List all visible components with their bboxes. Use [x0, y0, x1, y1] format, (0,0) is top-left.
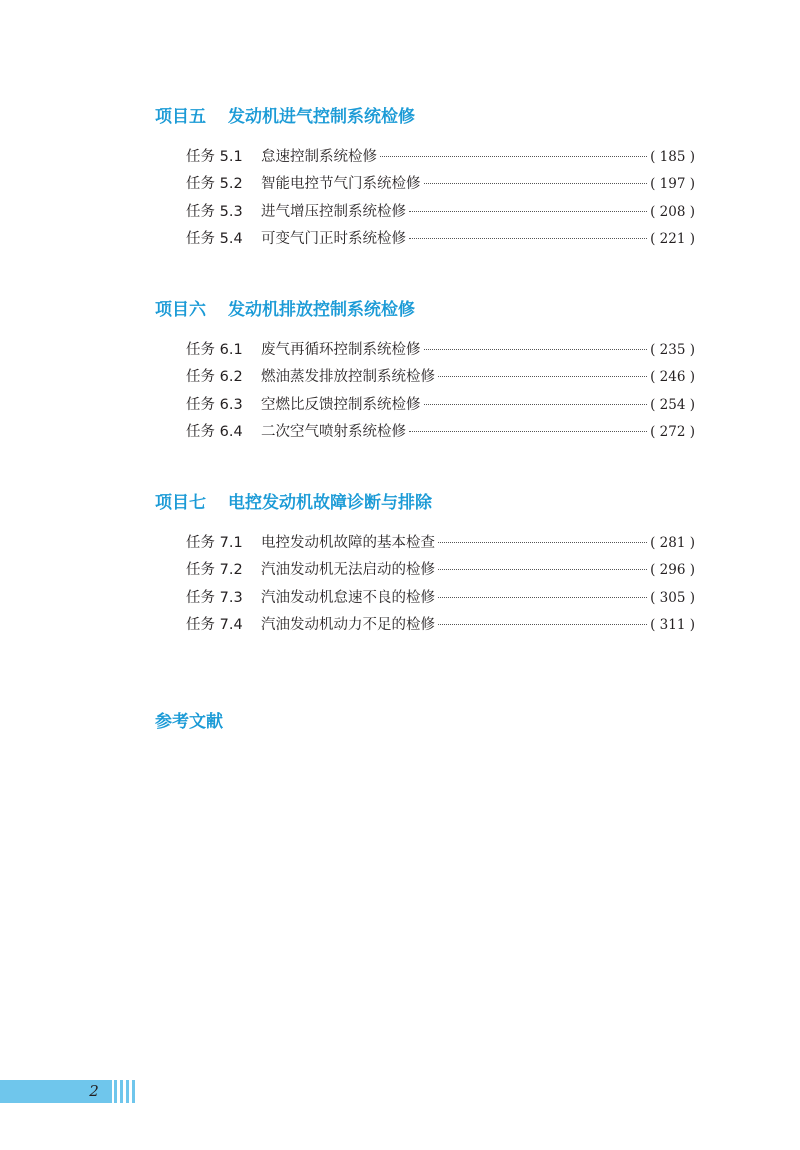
toc-entry-6-1[interactable] — [155, 337, 695, 364]
task-number: 任务 5.1 — [186, 149, 243, 165]
task-number: 任务 5.3 — [186, 203, 243, 220]
dot-leader — [380, 156, 647, 157]
task-page: ( 246 ) — [650, 369, 695, 386]
toc-section-project-7 — [155, 489, 695, 639]
toc-entry-7-4[interactable] — [155, 612, 695, 639]
dot-leader — [438, 376, 647, 377]
task-number: 任务 7.2 — [186, 562, 243, 579]
footer-stripes — [114, 1080, 135, 1103]
task-page: ( 221 ) — [650, 230, 695, 247]
references-heading: 参考文献 — [155, 712, 223, 732]
section-heading — [155, 489, 695, 517]
dot-leader — [424, 404, 648, 405]
task-number: 任务 7.4 — [186, 616, 243, 633]
toc-section-project-5 — [155, 103, 695, 253]
task-number: 任务 6.1 — [186, 342, 243, 358]
task-page: ( 305 ) — [650, 589, 695, 606]
task-name: 可变气门正时系统检修 — [261, 230, 406, 247]
task-number: 任务 7.3 — [186, 589, 243, 606]
task-name: 智能电控节气门系统检修 — [261, 176, 421, 193]
section-heading — [155, 296, 695, 324]
dot-leader — [424, 349, 648, 350]
stripe — [132, 1080, 135, 1103]
toc-entry-5-2[interactable] — [155, 171, 695, 198]
toc-entry-7-3[interactable] — [155, 585, 695, 612]
toc-section-project-6 — [155, 296, 695, 446]
toc-entry-5-1[interactable] — [155, 144, 695, 171]
stripe — [120, 1080, 123, 1103]
task-number: 任务 5.2 — [186, 176, 243, 193]
task-name: 进气增压控制系统检修 — [261, 203, 406, 220]
section-title: 发动机进气控制系统检修 — [228, 107, 415, 127]
task-number: 任务 7.1 — [186, 535, 243, 551]
task-page: ( 281 ) — [650, 535, 695, 551]
task-page: ( 254 ) — [650, 396, 695, 413]
task-number: 任务 6.4 — [186, 423, 243, 440]
task-name: 废气再循环控制系统检修 — [261, 342, 421, 358]
task-name: 燃油蒸发排放控制系统检修 — [261, 369, 435, 386]
task-page: ( 272 ) — [650, 423, 695, 440]
section-heading — [155, 103, 695, 131]
dot-leader — [424, 183, 648, 184]
dot-leader — [409, 211, 647, 212]
task-name: 汽油发动机无法启动的检修 — [261, 562, 435, 579]
toc-entry-6-3[interactable] — [155, 392, 695, 419]
dot-leader — [409, 238, 647, 239]
dot-leader — [409, 431, 647, 432]
toc-entry-6-4[interactable] — [155, 419, 695, 446]
task-name: 汽油发动机动力不足的检修 — [261, 616, 435, 633]
task-number: 任务 6.2 — [186, 369, 243, 386]
section-title: 发动机排放控制系统检修 — [228, 300, 415, 320]
stripe — [114, 1080, 117, 1103]
toc-entry-5-3[interactable] — [155, 199, 695, 226]
toc-section-references[interactable] — [155, 708, 695, 736]
toc-entry-7-2[interactable] — [155, 557, 695, 584]
dot-leader — [438, 569, 647, 570]
dot-leader — [438, 542, 647, 543]
page-number: 2 — [89, 1082, 99, 1100]
stripe — [126, 1080, 129, 1103]
task-page: ( 185 ) — [650, 149, 695, 165]
section-number: 项目七 — [155, 493, 206, 513]
task-name: 电控发动机故障的基本检查 — [261, 535, 435, 551]
toc-entry-7-1[interactable] — [155, 530, 695, 557]
task-name: 汽油发动机怠速不良的检修 — [261, 589, 435, 606]
task-page: ( 208 ) — [650, 203, 695, 220]
task-page: ( 235 ) — [650, 342, 695, 358]
task-number: 任务 6.3 — [186, 396, 243, 413]
task-name: 怠速控制系统检修 — [261, 149, 377, 165]
dot-leader — [438, 624, 647, 625]
toc-entry-5-4[interactable] — [155, 226, 695, 253]
task-page: ( 311 ) — [650, 616, 695, 633]
task-number: 任务 5.4 — [186, 230, 243, 247]
task-name: 二次空气喷射系统检修 — [261, 423, 406, 440]
section-number: 项目六 — [155, 300, 206, 320]
section-number: 项目五 — [155, 107, 206, 127]
task-name: 空燃比反馈控制系统检修 — [261, 396, 421, 413]
task-page: ( 296 ) — [650, 562, 695, 579]
dot-leader — [438, 597, 647, 598]
section-title: 电控发动机故障诊断与排除 — [228, 493, 432, 513]
task-page: ( 197 ) — [650, 176, 695, 193]
toc-entry-6-2[interactable] — [155, 364, 695, 391]
